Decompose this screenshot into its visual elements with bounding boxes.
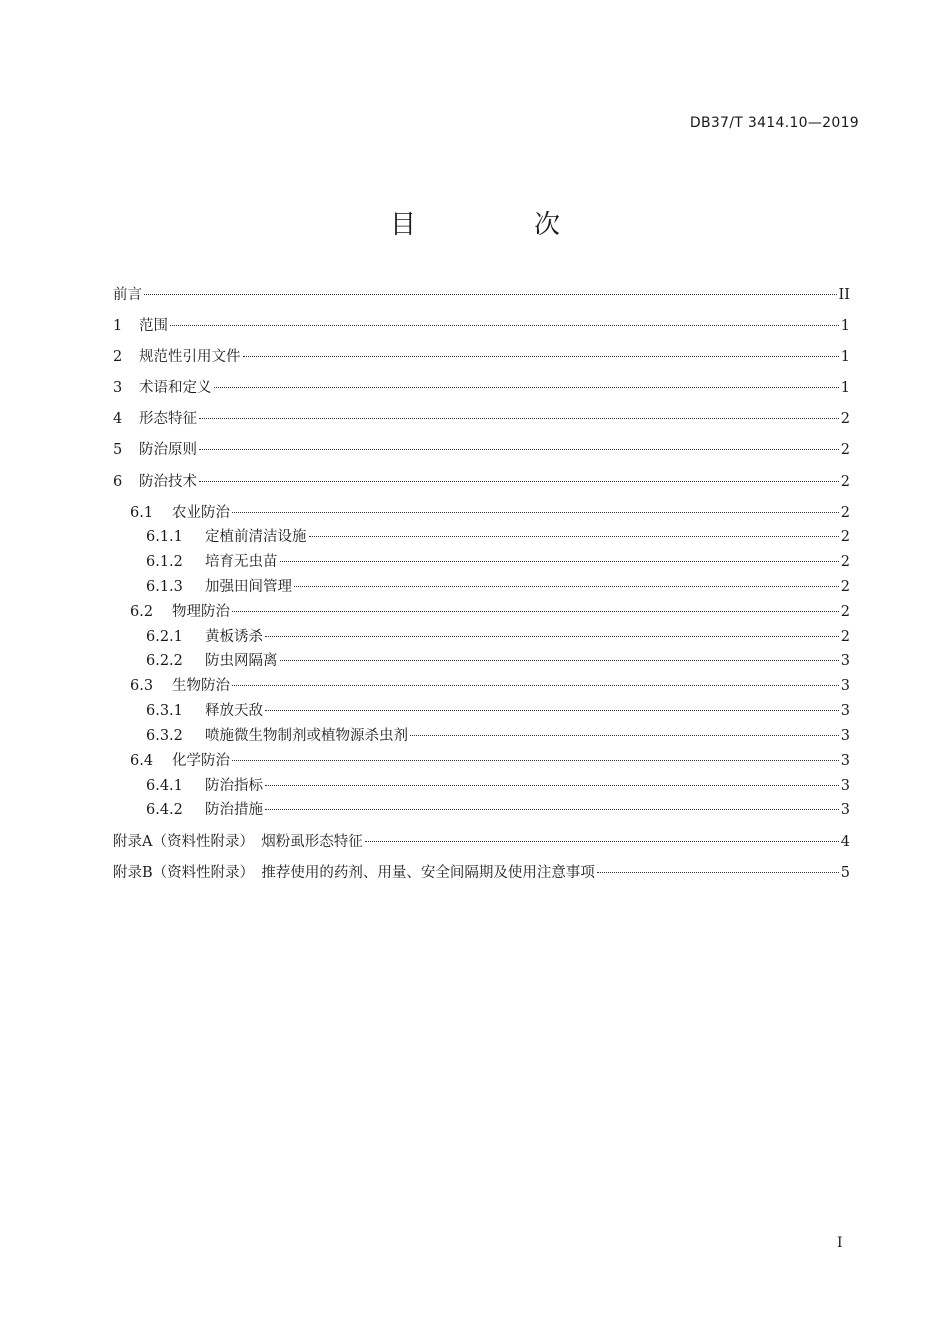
toc-entry-page: 3 bbox=[840, 728, 850, 744]
toc-entry[interactable] bbox=[113, 800, 850, 820]
toc-entry-page: 2 bbox=[840, 629, 850, 645]
toc-entry-number: 6.2.1 bbox=[146, 629, 183, 645]
toc-dot-leader bbox=[199, 417, 839, 419]
toc-entry-page: 2 bbox=[840, 554, 850, 570]
toc-entry-page: 3 bbox=[840, 778, 850, 794]
toc-entry[interactable] bbox=[113, 726, 850, 746]
toc-entry-page: 1 bbox=[840, 380, 850, 396]
toc-entry-label: 形态特征 bbox=[139, 411, 197, 427]
toc-entry-label: 化学防治 bbox=[172, 753, 230, 769]
toc-entry-number: 5 bbox=[113, 442, 123, 458]
toc-dot-leader bbox=[199, 480, 839, 482]
toc-entry-label: 防虫网隔离 bbox=[205, 653, 278, 669]
toc-entry-number: 6.1.1 bbox=[146, 529, 183, 545]
toc-entry-label: 定植前清洁设施 bbox=[205, 529, 307, 545]
toc-entry-page: 2 bbox=[840, 442, 850, 458]
toc-entry[interactable] bbox=[113, 627, 850, 647]
toc-entry-page: 2 bbox=[840, 604, 850, 620]
toc-dot-leader bbox=[265, 784, 839, 786]
toc-entry-label: 农业防治 bbox=[172, 505, 230, 521]
toc-entry[interactable] bbox=[113, 378, 850, 398]
toc-entry-number: 6.4.2 bbox=[146, 802, 183, 818]
toc-dot-leader bbox=[232, 511, 839, 513]
toc-entry[interactable] bbox=[113, 552, 850, 572]
toc-entry[interactable] bbox=[113, 472, 850, 492]
toc-dot-leader bbox=[170, 324, 839, 326]
toc-dot-leader bbox=[199, 448, 839, 450]
toc-entry-label: 加强田间管理 bbox=[205, 579, 292, 595]
toc-dot-leader bbox=[232, 759, 839, 761]
toc-entry-number: 6.4.1 bbox=[146, 778, 183, 794]
toc-entry-label: 培育无虫苗 bbox=[205, 554, 278, 570]
toc-dot-leader bbox=[309, 535, 839, 537]
toc-entry-page: II bbox=[838, 287, 850, 303]
toc-entry-page: 2 bbox=[840, 474, 850, 490]
toc-dot-leader bbox=[280, 659, 839, 661]
toc-entry[interactable] bbox=[113, 776, 850, 796]
toc-entry-page: 3 bbox=[840, 703, 850, 719]
toc-entry[interactable] bbox=[113, 701, 850, 721]
toc-dot-leader bbox=[597, 871, 839, 873]
toc-entry-number: 6.2 bbox=[130, 604, 154, 620]
toc-entry-label: 防治原则 bbox=[139, 442, 197, 458]
toc-entry[interactable] bbox=[113, 651, 850, 671]
toc-entry-page: 2 bbox=[840, 505, 850, 521]
toc-dot-leader bbox=[243, 355, 839, 357]
toc-entry-number: 4 bbox=[113, 411, 123, 427]
toc-entry-page: 4 bbox=[840, 834, 850, 850]
toc-entry-label: 防治措施 bbox=[205, 802, 263, 818]
toc-entry-number: 1 bbox=[113, 318, 123, 334]
toc-entry[interactable] bbox=[113, 676, 850, 696]
toc-entry-number: 6.3 bbox=[130, 678, 154, 694]
toc-entry-page: 1 bbox=[840, 318, 850, 334]
toc-entry[interactable] bbox=[113, 602, 850, 622]
toc-entry-label: 范围 bbox=[139, 318, 168, 334]
toc-entry-label: 规范性引用文件 bbox=[139, 349, 241, 365]
toc-entry-number: 6.3.1 bbox=[146, 703, 183, 719]
toc-dot-leader bbox=[214, 386, 839, 388]
toc-entry-label: 防治指标 bbox=[205, 778, 263, 794]
toc-entry-page: 3 bbox=[840, 753, 850, 769]
toc-entry-label: 附录A（资料性附录） 烟粉虱形态特征 bbox=[113, 834, 363, 850]
toc-entry-number: 6.1 bbox=[130, 505, 154, 521]
toc-entry-label: 黄板诱杀 bbox=[205, 629, 263, 645]
toc-entry-label: 防治技术 bbox=[139, 474, 197, 490]
toc-entry[interactable] bbox=[113, 863, 850, 883]
toc-entry-number: 6.1.3 bbox=[146, 579, 183, 595]
toc-entry-number: 6.2.2 bbox=[146, 653, 183, 669]
toc-entry-page: 5 bbox=[840, 865, 850, 881]
toc-dot-leader bbox=[232, 610, 839, 612]
toc-entry-label: 前言 bbox=[113, 287, 142, 303]
toc-dot-leader bbox=[265, 709, 839, 711]
toc-entry-page: 3 bbox=[840, 802, 850, 818]
toc-entry-number: 6 bbox=[113, 474, 123, 490]
toc-entry[interactable] bbox=[113, 316, 850, 336]
document-code: DB37/T 3414.10—2019 bbox=[689, 115, 859, 131]
toc-entry[interactable] bbox=[113, 347, 850, 367]
toc-entry-page: 1 bbox=[840, 349, 850, 365]
toc-entry-label: 喷施微生物制剂或植物源杀虫剂 bbox=[205, 728, 408, 744]
toc-dot-leader bbox=[280, 560, 839, 562]
toc-entry-page: 2 bbox=[840, 411, 850, 427]
toc-entry-page: 3 bbox=[840, 678, 850, 694]
toc-entry-number: 6.4 bbox=[130, 753, 154, 769]
toc-entry-page: 3 bbox=[840, 653, 850, 669]
toc-entry-label: 附录B（资料性附录） 推荐使用的药剂、用量、安全间隔期及使用注意事项 bbox=[113, 865, 595, 881]
toc-dot-leader bbox=[365, 840, 839, 842]
toc-entry[interactable] bbox=[113, 527, 850, 547]
toc-entry-number: 6.3.2 bbox=[146, 728, 183, 744]
toc-entry-page: 2 bbox=[840, 579, 850, 595]
toc-entry-label: 释放天敌 bbox=[205, 703, 263, 719]
toc-dot-leader bbox=[265, 808, 839, 810]
toc-entry[interactable] bbox=[113, 577, 850, 597]
toc-dot-leader bbox=[294, 585, 839, 587]
toc-entry-label: 术语和定义 bbox=[139, 380, 212, 396]
toc-entry[interactable] bbox=[113, 832, 850, 852]
toc-entry[interactable] bbox=[113, 440, 850, 460]
toc-entry-label: 物理防治 bbox=[172, 604, 230, 620]
toc-entry[interactable] bbox=[113, 285, 850, 305]
toc-dot-leader bbox=[232, 684, 839, 686]
toc-dot-leader bbox=[265, 635, 839, 637]
toc-entry-number: 2 bbox=[113, 349, 123, 365]
toc-entry[interactable] bbox=[113, 751, 850, 771]
page-title: 目 次 bbox=[389, 210, 606, 240]
toc-entry-page: 2 bbox=[840, 529, 850, 545]
toc-entry-label: 生物防治 bbox=[172, 678, 230, 694]
toc-entry-number: 6.1.2 bbox=[146, 554, 183, 570]
toc-entry[interactable] bbox=[113, 503, 850, 523]
toc-dot-leader bbox=[410, 734, 839, 736]
toc-entry[interactable] bbox=[113, 409, 850, 429]
toc-entry-number: 3 bbox=[113, 380, 123, 396]
page-number: I bbox=[837, 1235, 843, 1251]
toc-dot-leader bbox=[144, 293, 837, 295]
